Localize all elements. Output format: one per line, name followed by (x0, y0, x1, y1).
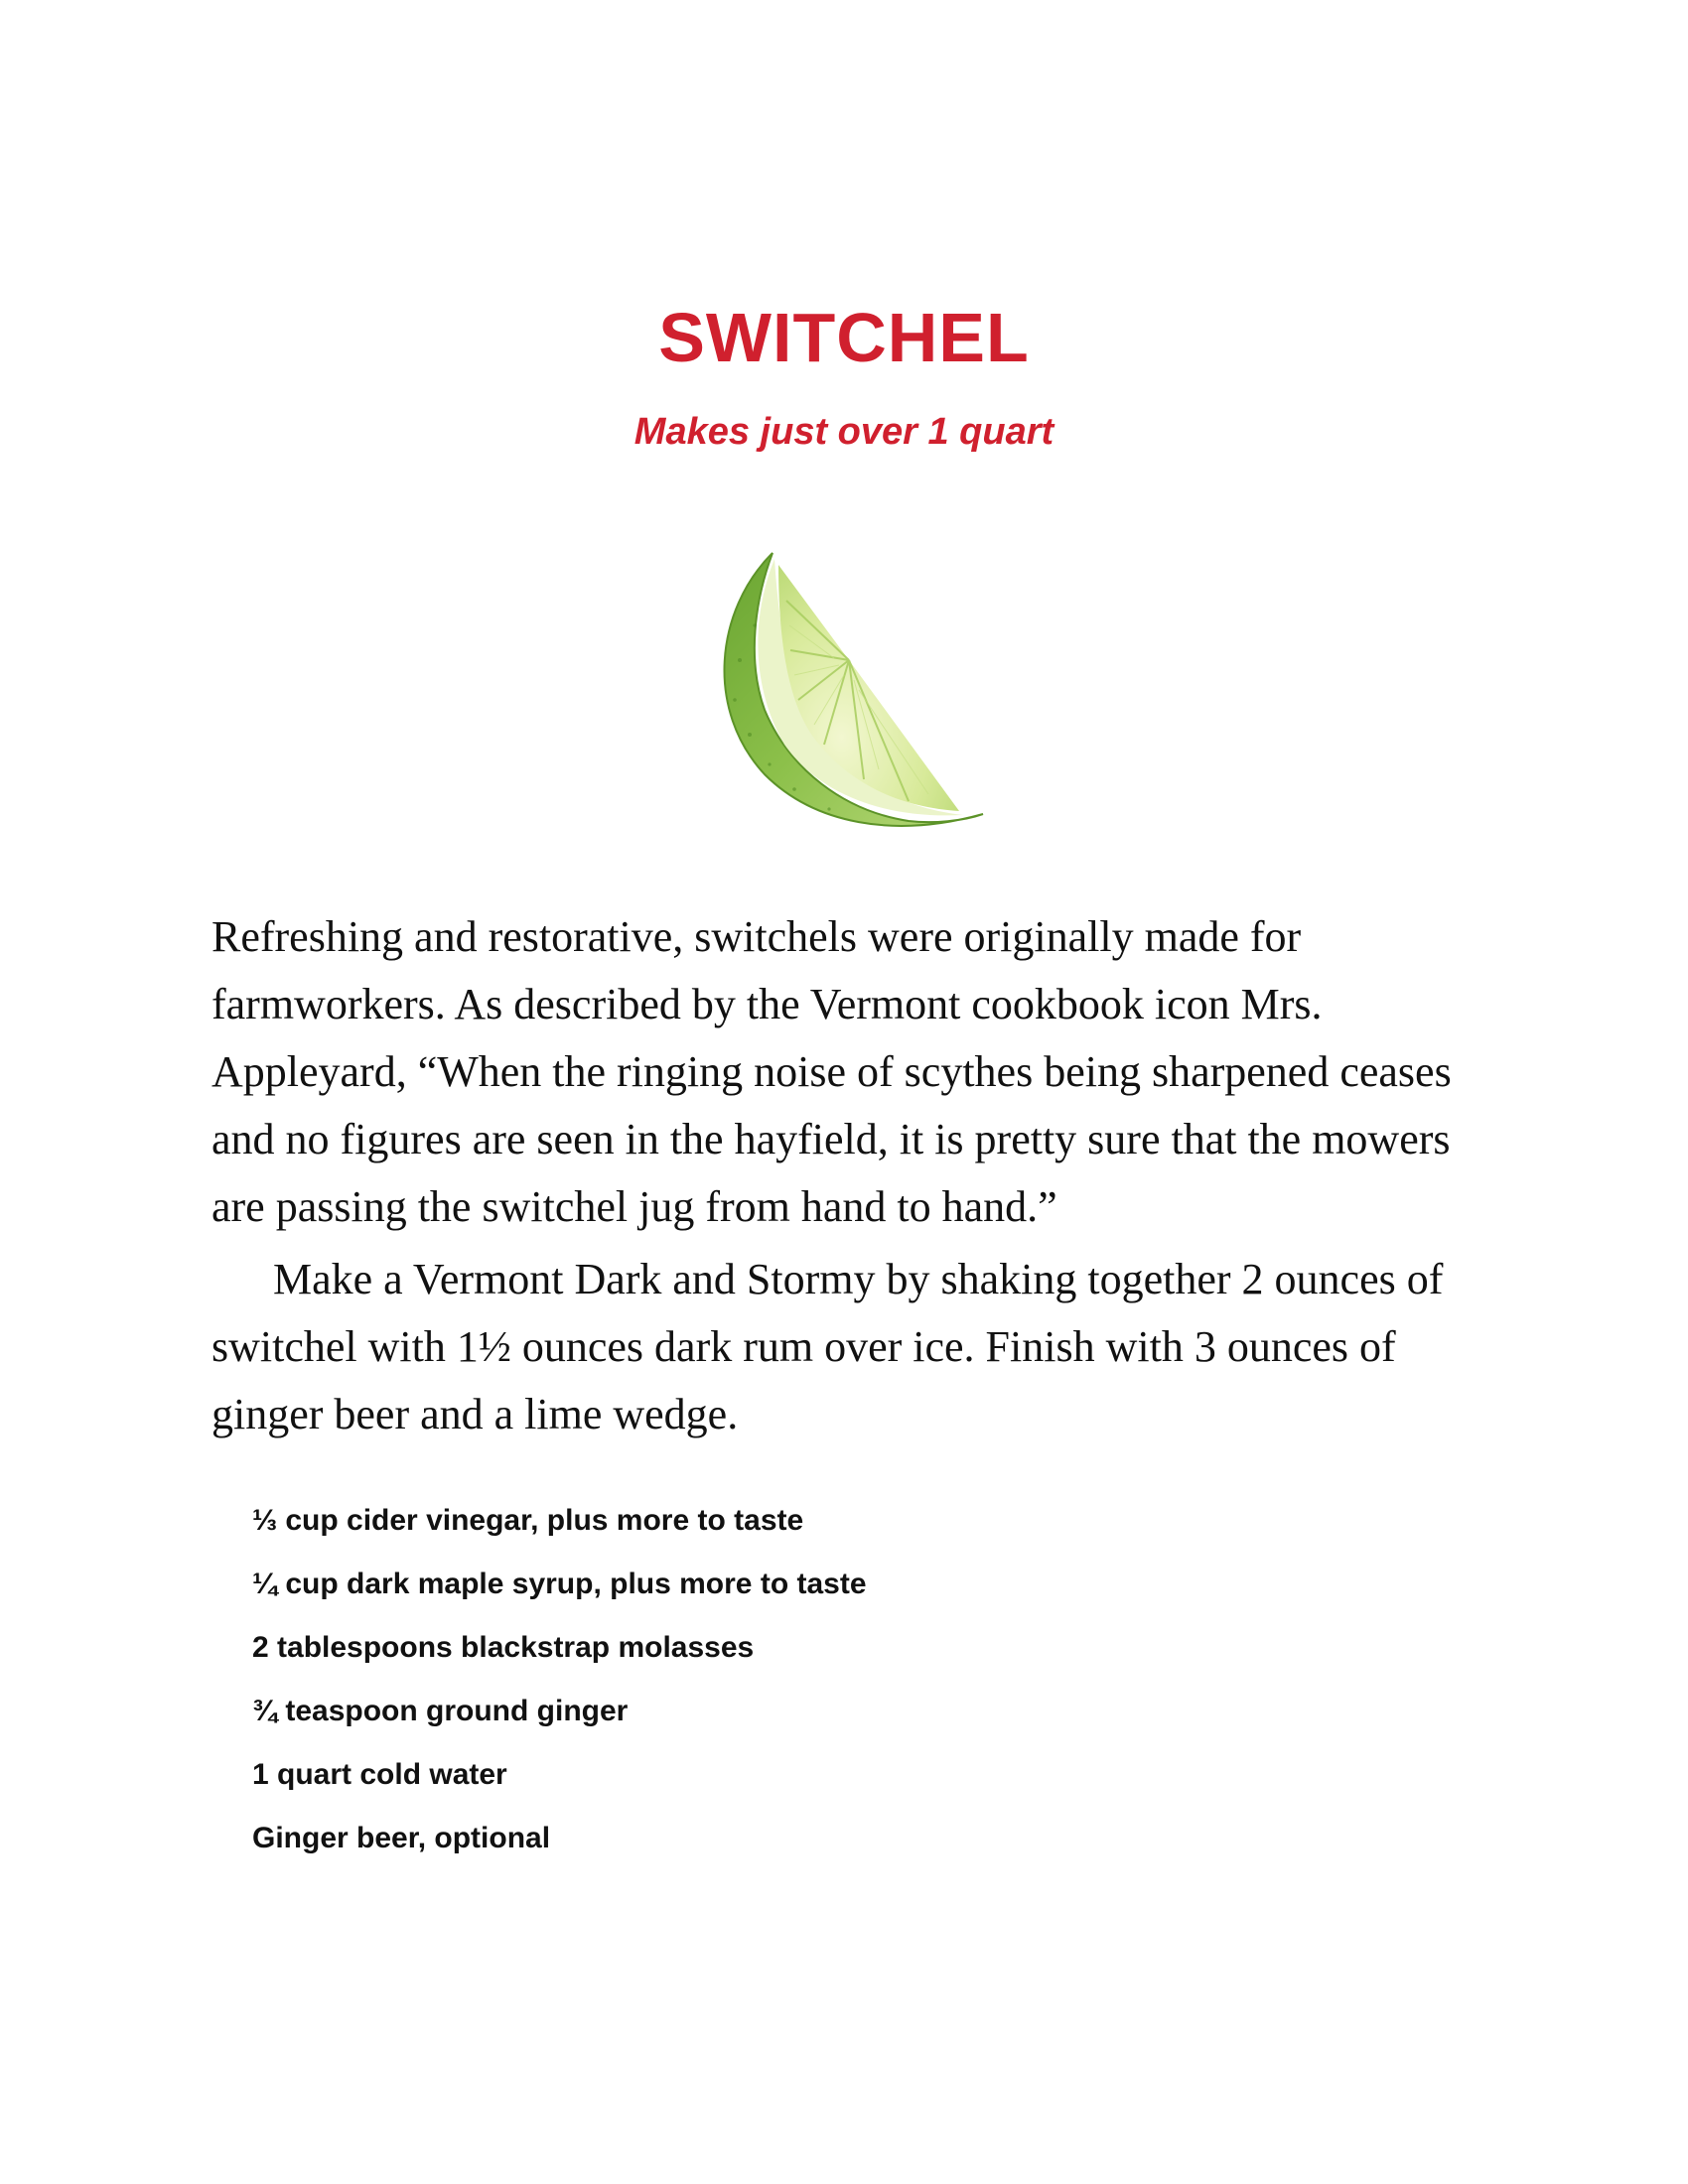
ingredient-list (252, 1489, 867, 1870)
ingredient-item: ¼ cup dark maple syrup, plus more to taste (252, 1568, 867, 1600)
ingredient-item: 1 quart cold water (252, 1758, 507, 1791)
ingredient-item: Ginger beer, optional (252, 1822, 551, 1854)
lime-wedge-illustration (695, 541, 1003, 849)
ingredient-item: ¾ teaspoon ground ginger (252, 1695, 629, 1727)
recipe-yield: Makes just over 1 quart (633, 411, 1055, 453)
ingredient-item: ⅓ cup cider vinegar, plus more to taste (252, 1504, 804, 1537)
intro-paragraph: Make a Vermont Dark and Stormy by shaking together 2 ounces of switchel with 1½ ounces dark rum over ice. Finish with 3 ounces of ginger beer and a lime wedge. (211, 1255, 1444, 1438)
ingredient-item: 2 tablespoons blackstrap molasses (252, 1631, 755, 1664)
recipe-title: SWITCHEL (658, 299, 1030, 376)
recipe-intro (211, 903, 1502, 1453)
intro-paragraph: Refreshing and restorative, switchels were originally made for farmworkers. As described by the Vermont cookbook icon Mrs. Appleyard, “When the ringing noise of scythes being sharpened ceases and no figures are seen in the hayfield, it is pretty sure that the mowers are passing the switchel jug from hand to hand.” (211, 912, 1452, 1231)
